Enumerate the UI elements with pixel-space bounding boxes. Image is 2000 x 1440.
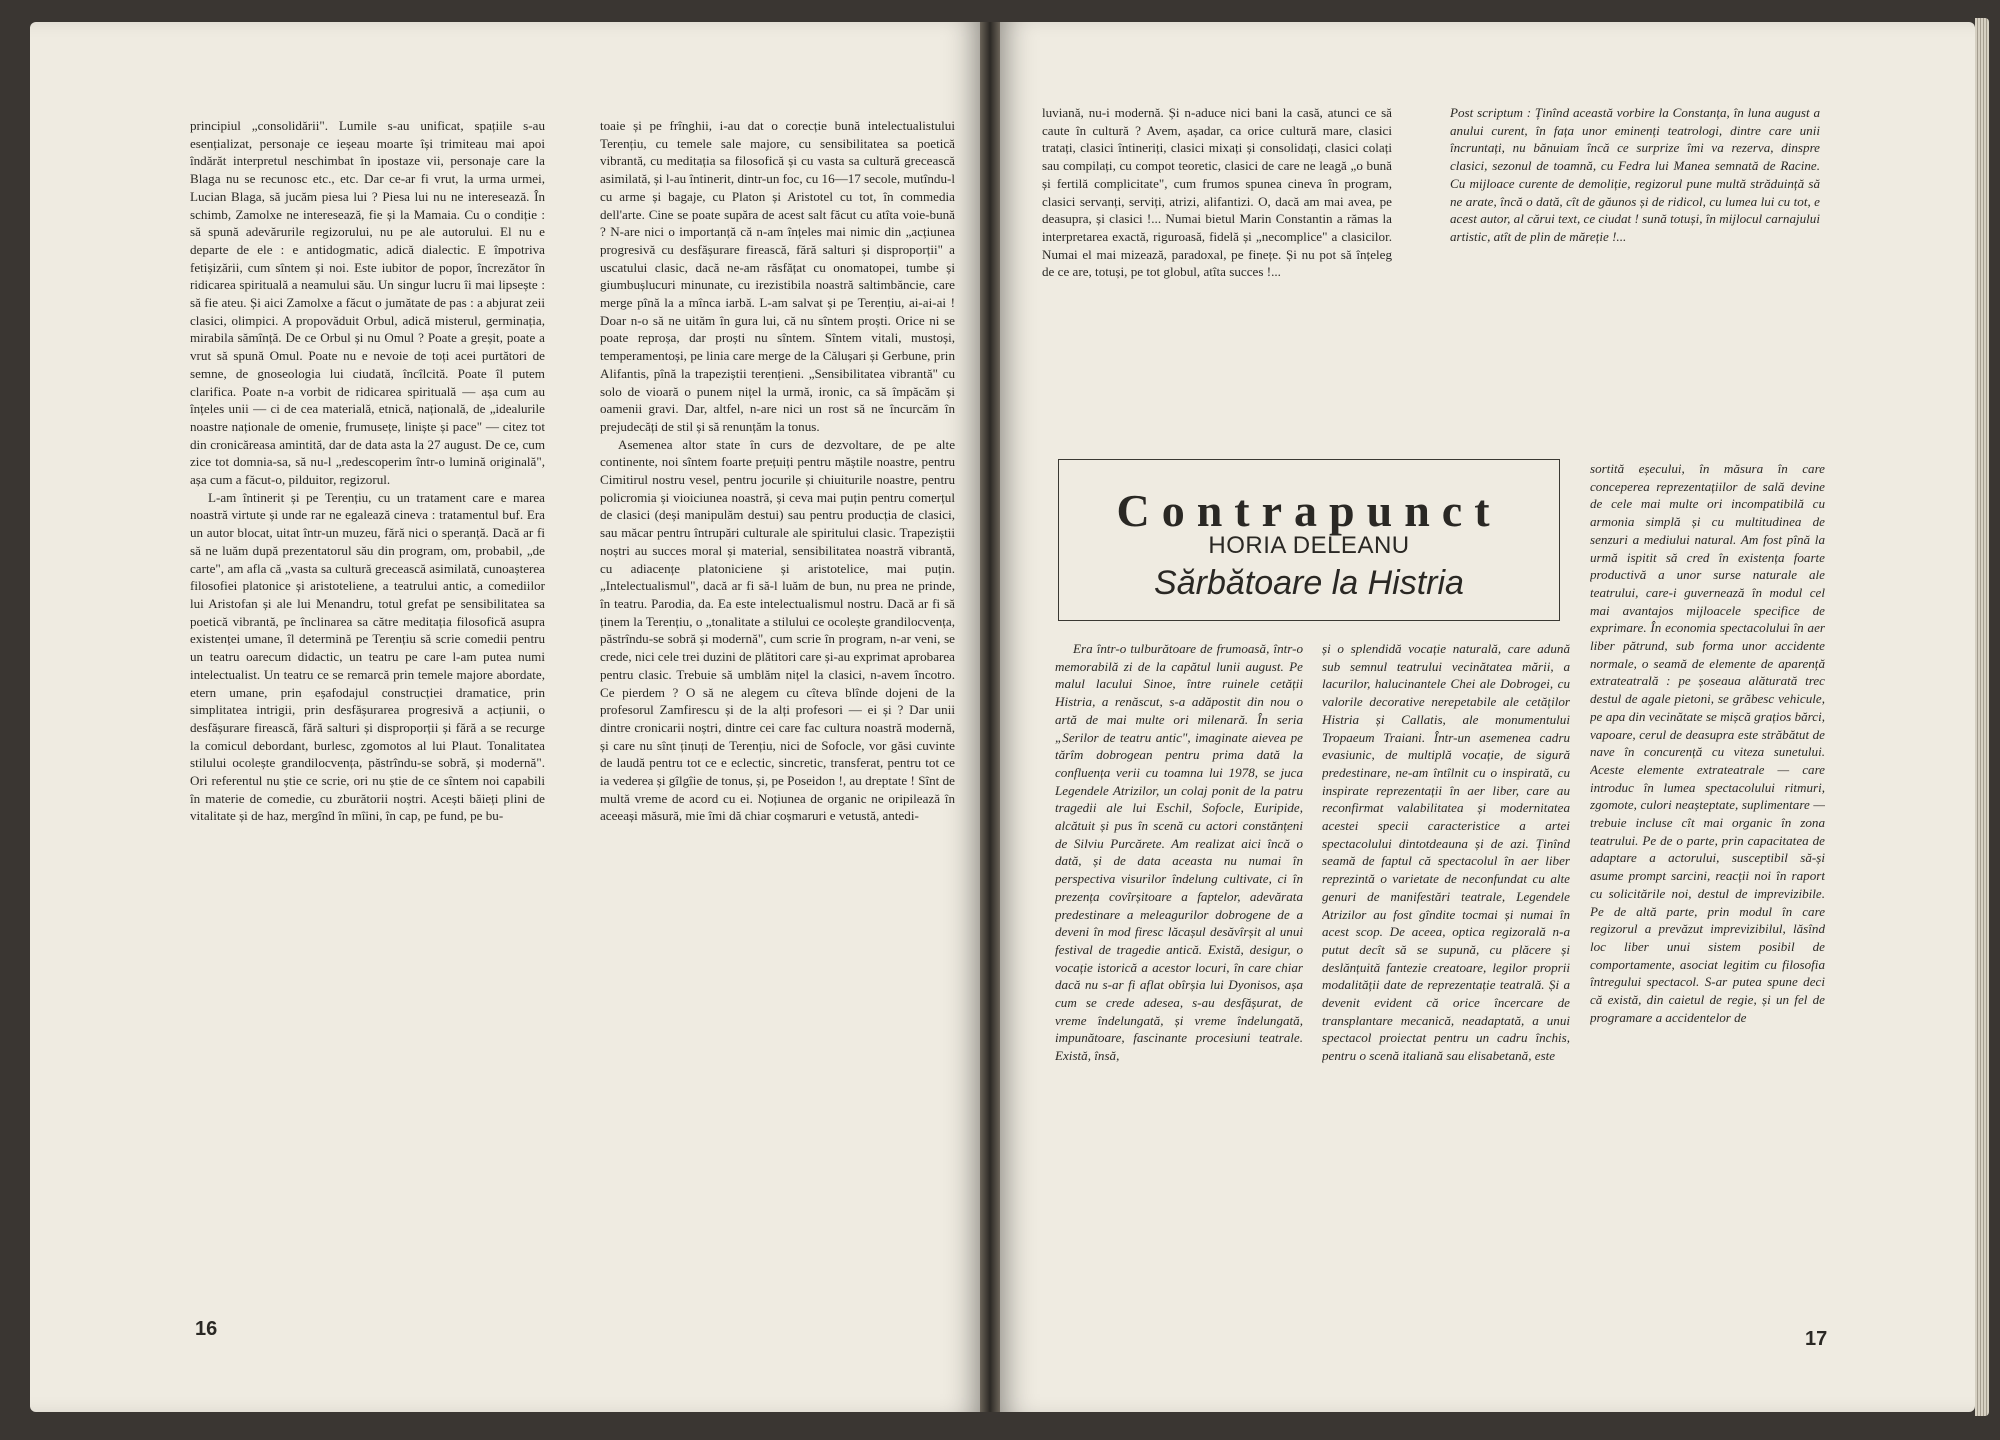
page-number: 17 [1805, 1328, 1828, 1350]
page-number: 16 [195, 1318, 218, 1340]
paragraph: luviană, nu-i modernă. Și n-aduce nici bani la casă, atunci ce să caute în cultură ? Avem, așadar, ca orice cultură mare, clasici tratați, clasici întineriți, clasici mixați și consolidați, clasici colați sau compilați, cu compot teoretic, clasici de care ne leagă „o bună și fertilă complicitate", cum frumos spunea cineva în program, clasici servanți, serviți, atrizi, alifantizi. O, dacă am mai avea, pe deasupra, și clasici !... Numai bietul Marin Constantin a rămas la interpretarea exactă, riguroasă, fidelă și „necomplice" a clasicilor. Numai el mai mizează, paradoxal, pe finețe. Și nu pot să înțeleg de ce are, totuși, pe tot globul, atîta succes !... [1042, 105, 1392, 280]
article-column-1 [1055, 640, 1303, 1340]
left-column-2 [600, 117, 955, 1302]
right-top-column-1 [1042, 104, 1392, 404]
page-edges [1975, 18, 1989, 1416]
paragraph: și o splendidă vocație naturală, care adună sub semnul teatrului vecinătatea mării, a lacurilor, halucinantele Chei ale Dobrogei, cu valorile decorative nerepetabile ale cetăților Histria și Callatis, ale monumentului Tropaeum Traiani. Într-un asemenea cadru evasiunic, de multiplă vocație, de sigură predestinare, ne-am întîlnit cu o inspirată, cu inspirate reprezentații în aer liber, care au reconfirmat valabilitatea și modernitatea acestei specii caracteristice a artei spectacolului dintotdeauna și de azi. Ținînd seamă de faptul că spectacolul în aer liber reprezintă o varietate de neconfundat cu alte genuri de manifestări teatrale, Legendele Atrizilor au fost gîndite tocmai și numai în acest scop. De aceea, optica regizorală n-a putut decît să se supună, cu plăcere și deslănțuită fantezie creatoare, legilor proprii modalității date de reprezentație teatrală. Și a devenit evident că orice încercare de transplantare mecanică, neadaptată, a unui spectacol proiectat pentru un cadru închis, pentru o scenă italiană sau elisabetană, este [1322, 641, 1570, 1064]
left-column-1 [190, 117, 545, 1302]
paragraph: Asemenea altor state în curs de dezvoltare, de pe alte continente, noi sîntem foarte prețuiți pentru măștile noastre, pentru Cimitirul nostru vesel, pentru jocurile și chiuiturile noastre, pentru policromia și vioiciunea noastră, și ceva mai puțin pentru comerțul de clasici (deși manipulăm destui) sau pentru producția de clasici, sau măcar pentru întrupări culturale ale spiritului clasic. Trapeziștii noștri au succes moral și material, sensibilitatea noastră vibrantă, cu adiacențe platoniciene și aristotelice, mai puțin. „Intelectualismul", dacă ar fi să-l luăm de bun, nu prea ne prinde, în teatru. Parodia, da. Ea este intelectualismul nostru. Dacă ar fi să ținem la Terențiu, o „tonalitate a stilului ce ocolește grandilocvența, păstrîndu-se sobră și modernă", cum scrie în program, n-ar veni, se crede, nici cele trei duzini de plătitori care și-au exprimat aprobarea pentru clasic. Trebuie să umblăm nițel la clasici, n-avem încotro. Ce pierdem ? O să ne alegem cu cîteva blînde dojeni de la profesorul Zamfirescu și de la alți profesori — ei și ? Dar unii dintre cronicarii noștri, dintre cei care fac cultura noastră modernă, și care nu sînt ținuți de Terențiu, nici de Sofocle, vor găsi cuvinte de laudă pentru tot ce e eclectic, sincretic, transferat, pentru tot ce ia vederea și gîlgîie de tonus, și, pe Poseidon !, au dreptate ! Sînt de multă vreme de acord cu ei. Noțiunea de organic ne oripilează în aceeași măsură, mie îmi dă chiar coșmaruri e vetustă, antedi- [600, 436, 955, 824]
article-title: Sărbătoare la Histria [1154, 564, 1464, 602]
paragraph: principiul „consolidării". Lumile s-au unificat, spațiile s-au esențializat, personaje ce ieșeau moarte își trimiteau mai apoi îndărăt interpretul neschimbat în ipostaze vii, personaje care la Blaga nu se recunosc etc., etc. Dar ce-ar fi vrut, la urma urmei, Lucian Blaga, să jucăm piesa lui ? Piesa lui nu ne interesează. În schimb, Zamolxe ne interesează, fie și la Mamaia. Cu o condiție : să spună adevărurile regizorului, nu pe ale autorului. El nu e departe de ele : e antidogmatic, adică dialectic. E împotriva fetișizării, cum sîntem și noi. Este iubitor de popor, încrezător în ridicarea spirituală a neamului său. Un singur lucru îi mai lipsește : să fie ateu. Și aici Zamolxe a făcut o jumătate de pas : a abjurat zeii clasici, olimpici. A propovăduit Orbul, adică misterul, germinația, mirabila sămînță. De ce Orbul și nu Omul ? Poate a greșit, poate a vrut să spună Omul. Poate nu e nevoie de toți acei purtători de semne, de gnoseologia lui ciudată, încîlcită. Poate îl putem clarifica. Poate n-a vorbit de ridicarea spirituală — așa cum au înțeles unii — ci de cea materială, etnică, națională, de „idealurile noastre naționale de omenie, frumusețe, liniște și pace" — citez tot din cronicăreasa amintită, dar de data asta la 27 august. De ce, cum zice tot domnia-sa, să nu-l „redescoperim într-o lumină originală", așa cum a făcut-o, pilduitor, regizorul. [190, 118, 545, 488]
paragraph: toaie și pe frînghii, i-au dat o corecție bună intelectualistului Terențiu, cu temele sale majore, cu sensibilitatea sa poetică vibrantă, cu meditația sa filosofică și cu vasta sa cultură grecească asimilată, și l-au întinerit, dintr-un foc, cu 16—17 secole, mutîndu-l cu arme și bagaje, cu Platon și Aristotel cu tot, în commedia dell'arte. Cine se poate supăra de acest salt făcut cu atîta voie-bună ? N-are nici o importanță că n-am înțeles mai nimic din „acțiunea progresivă cu desfășurare firească, fără salturi și disproporții" a uscatului clasic, dacă ne-am răsfățat cu onomatopei, tumbe și giumbușlucuri minunate, cu irezistibila noastră saltimbăncie, care merge pînă la a mînca iarbă. L-am salvat și pe Terențiu, ai-ai-ai ! Doar n-o să ne uităm în gura lui, că nu sîntem proști. Orice ni se poate reproșa, dar proști nu sîntem. Sîntem vitali, mustoși, temperamentoși, pe linia care merge de la Călușari și Gerbune, prin Alifantis, pînă la trapeziștii terențieni. „Sensibilitatea vibrantă" cu solo de vioară o punem nițel la urmă, ironic, ca să împăcăm și oamenii gravi. Dar, altfel, n-are nici un rost să ne încurcăm în prejudecăți de stil și să renunțăm la tonus. [600, 118, 955, 434]
right-page [1000, 22, 1975, 1412]
article-author: HORIA DELEANU [1208, 532, 1410, 559]
book-gutter [980, 22, 1000, 1412]
article-column-3 [1590, 460, 1825, 1340]
article-column-2 [1322, 640, 1570, 1340]
paragraph: Era într-o tulburătoare de frumoasă, într-o memorabilă zi de la capătul lunii august. Pe malul lacului Sinoe, între ruinele cetății Histria, a renăscut, s-a adăpostit din nou o artă de mai multe ori milenară. În seria „Serilor de teatru antic", imaginate aievea pe tărîm dobrogean pentru prima dată la confluența verii cu toamna lui 1978, se juca Legendele Atrizilor, un colaj ponit de la patru tragedii ale lui Eschil, Sofocle, Euripide, alcătuit și pus în scenă cu actori constănțeni de Silviu Purcărete. Am realizat aici încă o dată, și de data aceasta nu numai în perspectiva visurilor îndelung cultivate, ci în prezența covîrșitoare a faptelor, adevărata predestinare a meleagurilor dobrogene de a deveni în mod firesc lăcașul desăvîrșit al unui festival de tragedie antică. Există, desigur, o vocație istorică a acestor locuri, în care chiar dacă nu s-ar fi aflat obîrșia lui Dyonisos, așa cum se crede adesea, s-au desfășurat, de vreme îndelungată, și vreme îndelungată, impunătoare, fascinante procesiuni teatrale. Există, însă, [1055, 641, 1303, 1064]
post-scriptum: Post scriptum : Ținînd această vorbire la Constanța, în luna august a anului curent, în fața unor eminenți teatrologi, dintre care unii încruntați, nu bănuiam încă ce surprize îmi va rezerva, dinspre clasici, sezonul de toamnă, cu Fedra lui Manea semnată de Racine. Cu mijloace curente de demoliție, regizorul pune multă străduință să ne arate, încă o dată, cît de găunos și de ridicol, cu lumea lui cu tot, e acest autor, al cărui text, ce ciudat ! sună totuși, în mijlocul carnajului artistic, atît de plin de măreție !... [1450, 105, 1820, 244]
right-top-column-2 [1450, 104, 1820, 404]
paragraph: L-am întinerit și pe Terențiu, cu un tratament care e marea noastră virtute și unde rar ne egalează cineva : tratamentul buf. Era un autor blocat, uitat într-un muzeu, fără nici o speranță. Dacă ar fi să ne luăm după prezentatorul său din program, om, probabil, „de carte", am afla că „vasta sa cultură grecească asimilată, cunoașterea filosofiei platonice și aristoteliene, a teatrului antic, a comediilor lui Aristofan și ale lui Menandru, totul grefat pe sensibilitatea sa poetică vibrantă, pe înclinarea sa către meditația filosofică asupra existenței umane, îl determină pe Terențiu să scrie comedii pentru un teatru oarecum didactic, un teatru pe care l-am putea numi intelectualist. Un teatru ce se remarcă prin temele majore abordate, etern umane, prin eșafodajul construcției dramatice, prin simplitatea intrigii, prin desfășurarea progresivă a acțiunii, o desfășurare firească, fără salturi și disproporții și fără a se recurge la comicul debordant, burlesc, zgomotos al lui Plaut. Tonalitatea stilului ocolește grandilocvența, păstrîndu-se sobră, și modernă". Ori referentul nu știe ce scrie, ori nu știe de ce sîntem noi capabili în materie de comedie, cu zburătorii noștri. Acești băieți plini de vitalitate și de haz, mergînd în mîini, în cap, pe fund, pe bu- [190, 489, 545, 824]
section-heading-box [1058, 459, 1560, 621]
paragraph: sortită eșecului, în măsura în care conceperea reprezentațiilor de sală devine de cele mai multe ori incompatibilă cu armonia simplă și cu multitudinea de senzuri a mediului natural. Am fost pînă la urmă ispitit să cred în existența foarte productivă a unor surse naturale ale teatrului, care-i guvernează în modul cel mai avantajos mijloacele specifice de exprimare. În economia spectacolului în aer liber pătrund, sub forma unor accidente normale, o seamă de elemente de aparență extrateatrală : pe șoseaua alăturată trec destul de agale pietoni, se grăbesc vehicule, pe apa din vecinătate se mișcă grațios bărci, vapoare, cerul de deasupra este străbătut de nave în concurență cu viteza sunetului. Aceste elemente extrateatrale — care introduc în lumea spectacolului ritmuri, zgomote, culori neașteptate, suplimentare — trebuie incluse cît mai organic în zona teatrului. Pe de o parte, prin capacitatea de adaptare a actorului, susceptibil să-și asume prompt sarcini, reacții noi în raport cu solicitările noi, destul de imprevizibile. Pe de altă parte, prin modul în care regizorul a prevăzut imprevizibilul, lăsînd loc liber unui sistem posibil de comportamente, asociat legitim cu filosofia întregului spectacol. S-ar putea spune deci că există, din caietul de regie, și un fel de programare a accidentelor de [1590, 461, 1825, 1025]
series-title: Contrapunct [1116, 485, 1502, 536]
left-page [30, 22, 980, 1412]
